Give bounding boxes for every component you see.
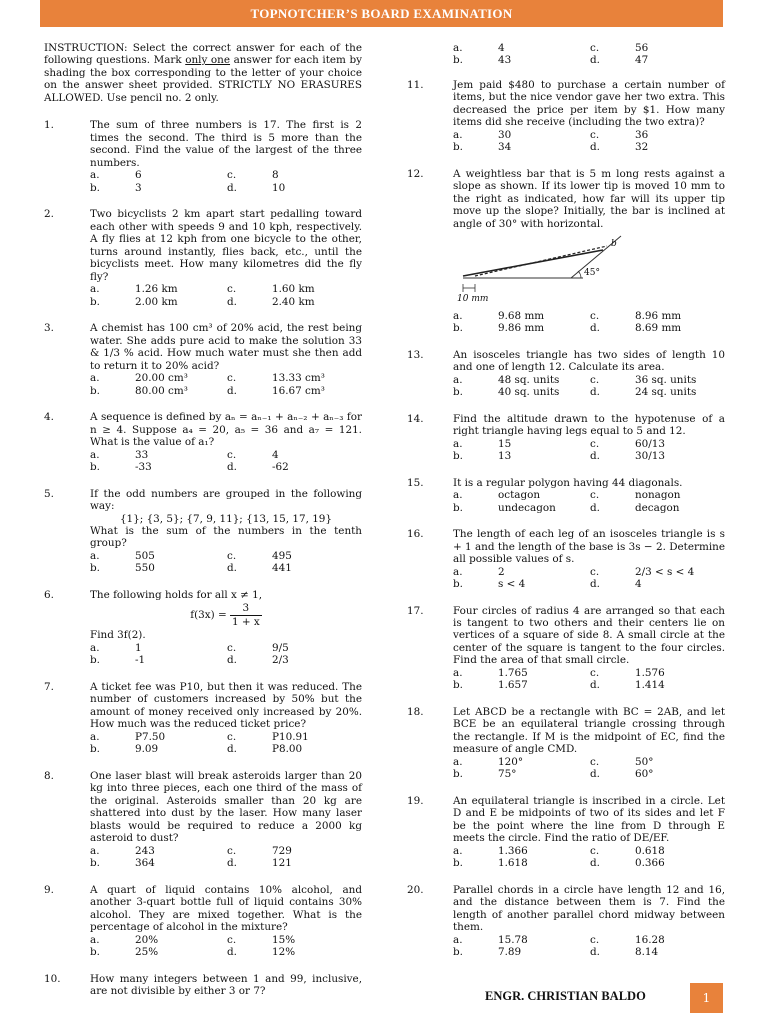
option-label-c: c.	[227, 730, 237, 743]
option-label-b: b.	[453, 322, 463, 335]
option-label-a: a.	[453, 437, 463, 450]
option-c: 36 sq. units	[635, 373, 697, 386]
option-d: 47	[635, 54, 649, 67]
option-a: 1.765	[498, 666, 528, 679]
option-d: 2/3	[272, 654, 289, 667]
option-label-b: b.	[453, 679, 463, 692]
question-number: 7.	[44, 680, 54, 693]
option-label-d: d.	[227, 181, 237, 194]
answer-options	[90, 449, 362, 474]
option-d: 16.67 cm³	[272, 384, 325, 397]
option-label-d: d.	[227, 295, 237, 308]
question-text: An isosceles triangle has two sides of length 10 and one of length 12. Calculate its area.	[453, 348, 725, 374]
option-c: 16.28	[635, 933, 665, 946]
option-b: 80.00 cm³	[135, 384, 188, 397]
question-number: 18.	[407, 705, 424, 718]
question-text: The sum of three numbers is 17. The first is 2 times the second. The third is 5 more than the second. Find the value of the largest of the three numbers.	[90, 119, 362, 169]
option-c: P10.91	[272, 730, 309, 743]
option-d: decagon	[635, 501, 680, 514]
option-c: 8.96 mm	[635, 309, 682, 322]
option-label-d: d.	[590, 386, 600, 399]
question-number: 12.	[407, 167, 424, 180]
option-label-c: c.	[227, 549, 237, 562]
option-d: 24 sq. units	[635, 386, 697, 399]
option-c: 2/3 < s < 4	[635, 565, 695, 578]
question-2	[44, 208, 362, 308]
option-a: 243	[135, 844, 155, 857]
answer-options	[90, 934, 362, 959]
question-text: A weightless bar that is 5 m long rests against a slope as shown. If its lower tip is moved 10 mm to the right as indicated, how far will its upper tip move up the slope? Initially, the bar is inclined at angle of 30° with horizontal.	[453, 167, 725, 230]
answer-options	[90, 372, 362, 397]
option-a: 4	[498, 42, 505, 54]
question-number: 3.	[44, 322, 54, 335]
option-label-c: c.	[590, 565, 600, 578]
option-label-a: a.	[453, 489, 463, 502]
option-d: 12%	[272, 946, 296, 959]
b-label: b	[611, 239, 617, 250]
question-number: 13.	[407, 348, 424, 361]
answer-options	[453, 438, 725, 463]
option-label-d: d.	[590, 578, 600, 591]
option-label-c: c.	[590, 373, 600, 386]
option-b: 43	[498, 54, 512, 67]
question-number: 5.	[44, 487, 54, 500]
option-a: 15.78	[498, 933, 528, 946]
question-13	[407, 349, 725, 399]
question-number: 19.	[407, 794, 424, 807]
instruction-text	[44, 42, 362, 104]
option-a: 1	[135, 641, 142, 654]
option-label-b: b.	[453, 946, 463, 959]
option-d: 121	[272, 857, 292, 870]
option-a: 48 sq. units	[498, 373, 560, 386]
option-b: 3	[135, 181, 142, 194]
option-label-b: b.	[453, 450, 463, 463]
option-c: 4	[272, 448, 279, 461]
question-text: Two bicyclists 2 km apart start pedalling toward each other with speeds 9 and 10 kph, respectively. A fly flies at 12 kph from one bicycle to the other, turns around instantly, flies back, etc., until the bicyclists meet. How many kilometres did the fly fly?	[90, 208, 362, 283]
option-d: 0.366	[635, 857, 665, 870]
option-label-b: b.	[453, 578, 463, 591]
question-text: Parallel chords in a circle have length 12 and 16, and the distance between them is 7. Find the length of another parallel chord midway between them.	[453, 883, 725, 934]
option-label-b: b.	[90, 384, 100, 397]
question-5	[44, 488, 362, 575]
page-number: 1	[690, 983, 723, 1013]
option-a: 2	[498, 565, 505, 578]
option-label-c: c.	[227, 372, 237, 385]
option-label-a: a.	[453, 309, 463, 322]
answer-options	[453, 667, 725, 692]
option-label-c: c.	[227, 169, 237, 182]
question-text: An equilateral triangle is inscribed in a circle. Let D and E be midpoints of two of its sides and let F be the point where the line from D through E meets the circle. Find the ratio of DE/EF.	[453, 794, 725, 845]
option-c: 9/5	[272, 641, 289, 654]
option-label-d: d.	[590, 679, 600, 692]
question-9	[44, 884, 362, 959]
option-b: -33	[135, 461, 152, 474]
option-a: 30	[498, 128, 512, 141]
question-8	[44, 770, 362, 870]
question-number: 15.	[407, 476, 424, 489]
option-d: 1.414	[635, 679, 665, 692]
option-label-c: c.	[590, 42, 600, 54]
option-d: 8.14	[635, 946, 659, 959]
option-b: 1.618	[498, 857, 528, 870]
option-b: 364	[135, 857, 155, 870]
question-14	[407, 413, 725, 463]
option-a: 6	[135, 169, 142, 182]
option-a: 33	[135, 448, 149, 461]
option-label-a: a.	[90, 933, 100, 946]
odd-number-groups: {1}; {3, 5}; {7, 9, 11}; {13, 15, 17, 19}	[119, 512, 333, 525]
answer-options	[453, 489, 725, 514]
option-c: 8	[272, 169, 279, 182]
question-number: 4.	[44, 411, 54, 424]
answer-options	[90, 642, 362, 667]
question-15	[407, 477, 725, 514]
option-b: 7.89	[498, 946, 522, 959]
option-label-c: c.	[590, 933, 600, 946]
option-label-c: c.	[227, 844, 237, 857]
answer-options	[90, 550, 362, 575]
option-c: 495	[272, 549, 292, 562]
option-label-a: a.	[90, 844, 100, 857]
option-label-d: d.	[227, 946, 237, 959]
option-a: 505	[135, 549, 155, 562]
option-label-b: b.	[90, 562, 100, 575]
option-c: 50°	[635, 755, 654, 768]
question-number: 17.	[407, 604, 424, 617]
option-label-b: b.	[453, 141, 463, 154]
option-label-c: c.	[590, 437, 600, 450]
option-a: 1.26 km	[135, 283, 178, 296]
option-label-d: d.	[227, 562, 237, 575]
answer-options	[90, 169, 362, 194]
option-label-d: d.	[590, 54, 600, 67]
answer-options	[453, 934, 725, 959]
question-text: Four circles of radius 4 are arranged so that each is tangent to two others and their centers lie on vertices of a square of side 8. A small circle at the center of the square is tangent to the four circles. Find the area of that small circle.	[453, 604, 725, 667]
angle-label: 45°	[584, 268, 600, 279]
option-label-b: b.	[453, 501, 463, 514]
question-number: 8.	[44, 769, 54, 782]
option-label-c: c.	[590, 489, 600, 502]
angle-arc	[578, 271, 581, 278]
option-b: 1.657	[498, 679, 528, 692]
option-label-d: d.	[227, 461, 237, 474]
option-c: nonagon	[635, 489, 681, 502]
question-text: A chemist has 100 cm³ of 20% acid, the rest being water. She adds pure acid to make the solution 33 & 1/3 % acid. How much water must she then add to return it to 20% acid?	[90, 322, 362, 372]
option-d: 8.69 mm	[635, 322, 682, 335]
sequence-conditions: for n ≥ 4. Suppose a₄ = 20, a₅ = 36 and a₇ = 121. What is the value of a₁?	[90, 411, 362, 449]
option-label-d: d.	[590, 450, 600, 463]
option-label-d: d.	[227, 384, 237, 397]
function-equation	[90, 602, 362, 628]
option-b: 25%	[135, 946, 159, 959]
question-text-2: What is the sum of the numbers in the tenth group?	[90, 524, 362, 550]
instruction-part2: answer for each item by shading the box corresponding to the letter of your choice on the answer sheet provided. STRICTLY NO ERASURES ALLOWED. Use pencil no. 2 only.	[44, 54, 362, 104]
question-number: 2.	[44, 208, 54, 221]
option-label-a: a.	[453, 373, 463, 386]
option-label-b: b.	[90, 743, 100, 756]
question-number: 11.	[407, 78, 424, 91]
option-b: 34	[498, 141, 512, 154]
option-c: 13.33 cm³	[272, 372, 325, 385]
option-b: 2.00 km	[135, 295, 178, 308]
option-label-a: a.	[90, 283, 100, 296]
option-label-d: d.	[227, 654, 237, 667]
equation-fraction	[230, 602, 262, 628]
option-label-c: c.	[227, 933, 237, 946]
question-20	[407, 884, 725, 959]
option-label-b: b.	[90, 857, 100, 870]
option-label-c: c.	[590, 309, 600, 322]
option-label-c: c.	[590, 666, 600, 679]
question-19	[407, 795, 725, 870]
page-footer	[0, 983, 768, 1013]
option-label-b: b.	[90, 654, 100, 667]
option-label-d: d.	[590, 946, 600, 959]
option-c: 60/13	[635, 437, 665, 450]
question-17	[407, 605, 725, 692]
option-d: 32	[635, 141, 649, 154]
left-column	[44, 42, 362, 1011]
page-header: TOPNOTCHER’S BOARD EXAMINATION	[40, 0, 723, 27]
option-a: 20%	[135, 933, 159, 946]
option-label-a: a.	[90, 730, 100, 743]
option-d: 30/13	[635, 450, 665, 463]
answer-options	[90, 845, 362, 870]
option-label-b: b.	[90, 461, 100, 474]
question-text: It is a regular polygon having 44 diagonals.	[453, 476, 683, 489]
fraction-numerator: 3	[230, 602, 262, 615]
answer-options	[453, 129, 725, 154]
question-number: 16.	[407, 528, 424, 541]
option-d: 441	[272, 562, 292, 575]
instruction-part1: INSTRUCTION: Select the correct answer for each of the following questions. Mark	[44, 42, 362, 67]
option-label-c: c.	[590, 844, 600, 857]
option-label-d: d.	[590, 501, 600, 514]
option-label-b: b.	[90, 181, 100, 194]
answer-options	[453, 756, 725, 781]
question-6	[44, 589, 362, 667]
question-number: 1.	[44, 119, 54, 132]
question-number: 10.	[44, 972, 61, 985]
question-1	[44, 119, 362, 194]
option-d: 4	[635, 578, 642, 591]
option-label-c: c.	[227, 641, 237, 654]
bar-initial	[463, 250, 603, 279]
question-text: If the odd numbers are grouped in the following way:	[90, 487, 362, 513]
option-label-b: b.	[453, 54, 463, 67]
option-label-c: c.	[227, 448, 237, 461]
question-text: Let ABCD be a rectangle with BC = 2AB, and let BCE be an equilateral triangle crossing through the rectangle. If M is the midpoint of EC, find the measure of angle CMD.	[453, 705, 725, 756]
question-text: The length of each leg of an isosceles triangle is s + 1 and the length of the base is 3s − 2. Determine all possible values of s.	[453, 528, 725, 566]
sequence-definition: A sequence is defined by aₙ = aₙ₋₁ + aₙ₋₂ + aₙ₋₃	[90, 411, 344, 424]
option-c: 56	[635, 42, 649, 54]
right-column	[407, 42, 725, 973]
option-a: P7.50	[135, 730, 166, 743]
answer-options	[453, 374, 725, 399]
option-b: 13	[498, 450, 512, 463]
question-16	[407, 528, 725, 590]
answer-options	[90, 731, 362, 756]
option-label-a: a.	[453, 755, 463, 768]
option-label-a: a.	[453, 128, 463, 141]
option-b: 75°	[498, 768, 517, 781]
option-label-d: d.	[227, 743, 237, 756]
question-10-options	[407, 42, 725, 67]
question-4	[44, 411, 362, 473]
answer-options	[453, 845, 725, 870]
option-a: 120°	[498, 755, 524, 768]
option-b: 40 sq. units	[498, 386, 560, 399]
answer-options	[90, 283, 362, 308]
option-d: 60°	[635, 768, 654, 781]
question-text: How many integers between 1 and 99, inclusive, are not divisible by either 3 or 7?	[90, 972, 362, 997]
author-name: ENGR. CHRISTIAN BALDO	[485, 989, 646, 1003]
bar-slope-figure	[453, 232, 653, 304]
option-c: 36	[635, 128, 649, 141]
question-text	[90, 411, 362, 448]
question-12	[407, 168, 725, 335]
option-label-c: c.	[227, 283, 237, 296]
question-text: Find the altitude drawn to the hypotenuse of a right triangle having legs equal to 5 and 12.	[453, 412, 725, 438]
question-3	[44, 322, 362, 397]
option-label-d: d.	[590, 768, 600, 781]
question-text: A quart of liquid contains 10% alcohol, and another 3-quart bottle full of liquid contains 30% alcohol. They are mixed together. What is the percentage of alcohol in the mixture?	[90, 883, 362, 934]
option-label-a: a.	[453, 933, 463, 946]
question-number: 20.	[407, 883, 424, 896]
question-18	[407, 706, 725, 781]
answer-options	[453, 42, 725, 67]
option-c: 0.618	[635, 844, 665, 857]
question-number: 9.	[44, 883, 54, 896]
question-text: The following holds for all x ≠ 1,	[90, 588, 263, 601]
instruction-emphasis: only one	[185, 54, 231, 67]
option-label-a: a.	[453, 844, 463, 857]
option-a: 15	[498, 437, 512, 450]
option-a: octagon	[498, 489, 541, 502]
answer-options	[453, 310, 725, 335]
option-label-d: d.	[590, 857, 600, 870]
option-a: 1.366	[498, 844, 528, 857]
option-label-a: a.	[453, 565, 463, 578]
option-label-b: b.	[453, 386, 463, 399]
option-d: 2.40 km	[272, 295, 315, 308]
option-label-a: a.	[90, 448, 100, 461]
option-a: 20.00 cm³	[135, 372, 188, 385]
option-d: P8.00	[272, 743, 303, 756]
option-label-d: d.	[227, 857, 237, 870]
option-b: -1	[135, 654, 146, 667]
option-label-a: a.	[90, 169, 100, 182]
option-d: 10	[272, 181, 286, 194]
option-label-b: b.	[453, 768, 463, 781]
option-label-b: b.	[90, 295, 100, 308]
option-label-b: b.	[90, 946, 100, 959]
question-text-2: Find 3f(2).	[90, 629, 146, 642]
option-b: 9.86 mm	[498, 322, 545, 335]
option-c: 15%	[272, 933, 296, 946]
option-b: 550	[135, 562, 155, 575]
option-label-b: b.	[453, 857, 463, 870]
option-label-a: a.	[453, 42, 463, 54]
question-text: Jem paid $480 to purchase a certain number of items, but the nice vendor gave her two extra. This decreased the price per item by $1. How many items did she receive (including the two extra)?	[453, 78, 725, 129]
question-7	[44, 681, 362, 756]
equation-lhs: f(3x) =	[190, 609, 227, 622]
question-number: 14.	[407, 412, 424, 425]
question-text: A ticket fee was P10, but then it was reduced. The number of customers increased by 50% but the amount of money received only increased by 20%. How much was the reduced ticket price?	[90, 680, 362, 731]
question-11	[407, 79, 725, 154]
answer-options	[453, 566, 725, 591]
option-label-a: a.	[453, 666, 463, 679]
option-b: 9.09	[135, 743, 159, 756]
question-text: One laser blast will break asteroids larger than 20 kg into three pieces, each one third of the mass of the original. Asteroids smaller than 20 kg are shattered into dust by the laser. How many laser blasts would be required to reduce a 2000 kg asteroid to dust?	[90, 769, 362, 845]
option-c: 729	[272, 844, 292, 857]
option-label-d: d.	[590, 322, 600, 335]
fraction-denominator: 1 + x	[231, 615, 260, 628]
option-b: undecagon	[498, 501, 556, 514]
option-label-a: a.	[90, 641, 100, 654]
option-d: -62	[272, 461, 289, 474]
option-c: 1.60 km	[272, 283, 315, 296]
option-c: 1.576	[635, 666, 665, 679]
option-b: s < 4	[498, 578, 526, 591]
distance-label: 10 mm	[457, 294, 489, 305]
option-a: 9.68 mm	[498, 309, 545, 322]
option-label-c: c.	[590, 755, 600, 768]
question-number: 6.	[44, 588, 54, 601]
option-label-a: a.	[90, 549, 100, 562]
option-label-a: a.	[90, 372, 100, 385]
option-label-c: c.	[590, 128, 600, 141]
option-label-d: d.	[590, 141, 600, 154]
